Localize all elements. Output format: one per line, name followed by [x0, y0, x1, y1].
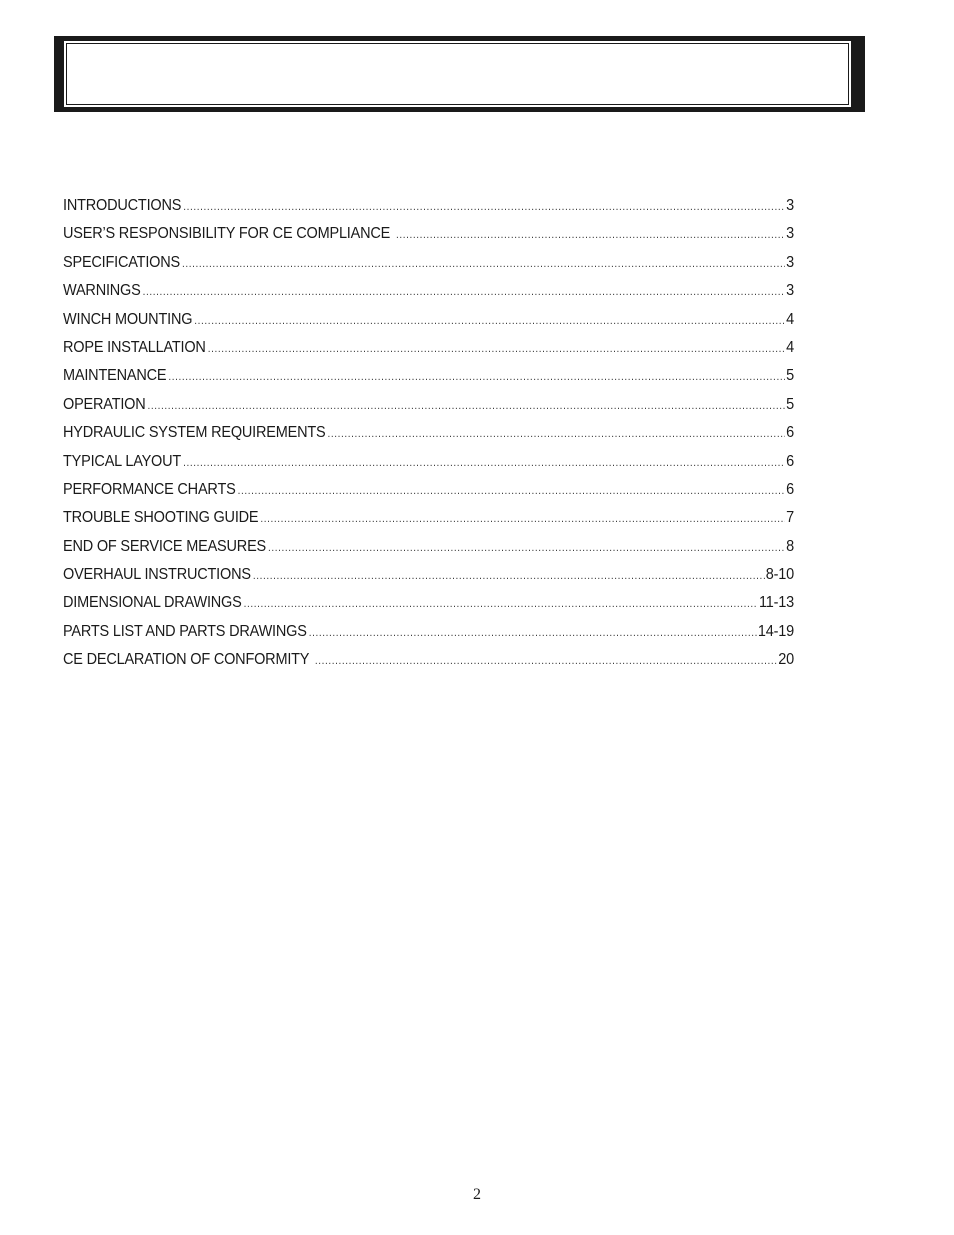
- toc-entry: [63, 226, 794, 256]
- toc-dot-leader: [315, 656, 777, 668]
- toc-entry-label: WINCH MOUNTING: [63, 310, 193, 328]
- toc-entry-label: USER’S RESPONSIBILITY FOR CE COMPLIANCE: [63, 225, 394, 243]
- toc-entry: [63, 311, 794, 341]
- toc-entry-label: PERFORMANCE CHARTS: [63, 481, 236, 499]
- toc-entry-page: 6: [786, 424, 794, 442]
- toc-dot-leader: [194, 315, 785, 327]
- toc-entry: [63, 538, 794, 568]
- toc-entry: [63, 453, 794, 483]
- toc-dot-leader: [143, 287, 786, 299]
- toc-entry: [63, 651, 794, 681]
- toc-entry-page: 4: [786, 339, 794, 357]
- toc-entry: [63, 254, 794, 284]
- toc-entry: [63, 396, 794, 426]
- table-of-contents: [63, 198, 794, 681]
- toc-entry-label: CE DECLARATION OF CONFORMITY: [63, 651, 313, 669]
- toc-dot-leader: [208, 343, 785, 355]
- toc-entry-page: 5: [786, 395, 794, 413]
- toc-entry-label: SPECIFICATIONS: [63, 253, 180, 271]
- toc-entry-label: END OF SERVICE MEASURES: [63, 537, 267, 555]
- toc-entry-page: 7: [786, 509, 794, 527]
- toc-entry: [63, 367, 794, 397]
- toc-dot-leader: [260, 514, 785, 526]
- toc-dot-leader: [168, 372, 785, 384]
- toc-entry-page: 8-10: [765, 566, 794, 584]
- toc-entry-page: 14-19: [757, 623, 794, 640]
- toc-entry-label: TROUBLE SHOOTING GUIDE: [63, 509, 259, 527]
- toc-entry-page: 11-13: [758, 594, 794, 612]
- page-number: 2: [473, 1186, 481, 1203]
- toc-entry-page: 20: [778, 651, 794, 669]
- toc-entry-label: OPERATION: [63, 395, 146, 413]
- toc-entry-label: MAINTENANCE: [63, 367, 167, 385]
- toc-entry-label: DIMENSIONAL DRAWINGS: [63, 594, 242, 612]
- toc-entry-page: 5: [786, 367, 794, 385]
- toc-entry-page: 6: [786, 452, 794, 470]
- toc-dot-leader: [328, 429, 786, 441]
- toc-entry-page: 3: [786, 253, 794, 271]
- toc-entry-page: 6: [786, 481, 794, 499]
- toc-dot-leader: [183, 457, 785, 469]
- toc-entry-page: 3: [786, 197, 794, 215]
- header-title-frame: [54, 36, 865, 112]
- toc-dot-leader: [309, 627, 757, 639]
- header-title-box: [64, 41, 851, 107]
- toc-entry: [63, 509, 794, 539]
- toc-entry-label: PARTS LIST AND PARTS DRAWINGS: [63, 623, 307, 640]
- toc-entry: [63, 197, 794, 227]
- toc-entry: [63, 481, 794, 511]
- toc-dot-leader: [253, 570, 765, 582]
- toc-entry-page: 8: [786, 537, 794, 555]
- toc-dot-leader: [238, 485, 786, 497]
- toc-dot-leader: [148, 400, 786, 412]
- toc-entry-label: ROPE INSTALLATION: [63, 339, 206, 357]
- toc-entry-label: TYPICAL LAYOUT: [63, 452, 182, 470]
- header-title-rule: [66, 43, 849, 105]
- toc-dot-leader: [268, 542, 785, 554]
- toc-entry-label: WARNINGS: [63, 282, 141, 300]
- toc-entry-page: 3: [786, 282, 794, 300]
- toc-entry: [63, 566, 794, 596]
- toc-dot-leader: [182, 258, 785, 270]
- toc-entry-label: INTRODUCTIONS: [63, 197, 182, 215]
- toc-entry-page: 4: [786, 310, 794, 328]
- toc-dot-leader: [244, 599, 758, 611]
- toc-entry-label: HYDRAULIC SYSTEM REQUIREMENTS: [63, 424, 326, 442]
- toc-entry: [63, 595, 794, 625]
- toc-entry-page: 3: [786, 225, 794, 243]
- toc-entry: [63, 339, 794, 369]
- toc-dot-leader: [183, 201, 785, 213]
- toc-entry: [63, 623, 794, 653]
- toc-entry-label: OVERHAUL INSTRUCTIONS: [63, 566, 251, 584]
- toc-entry: [63, 282, 794, 312]
- toc-entry: [63, 424, 794, 454]
- toc-dot-leader: [396, 230, 785, 242]
